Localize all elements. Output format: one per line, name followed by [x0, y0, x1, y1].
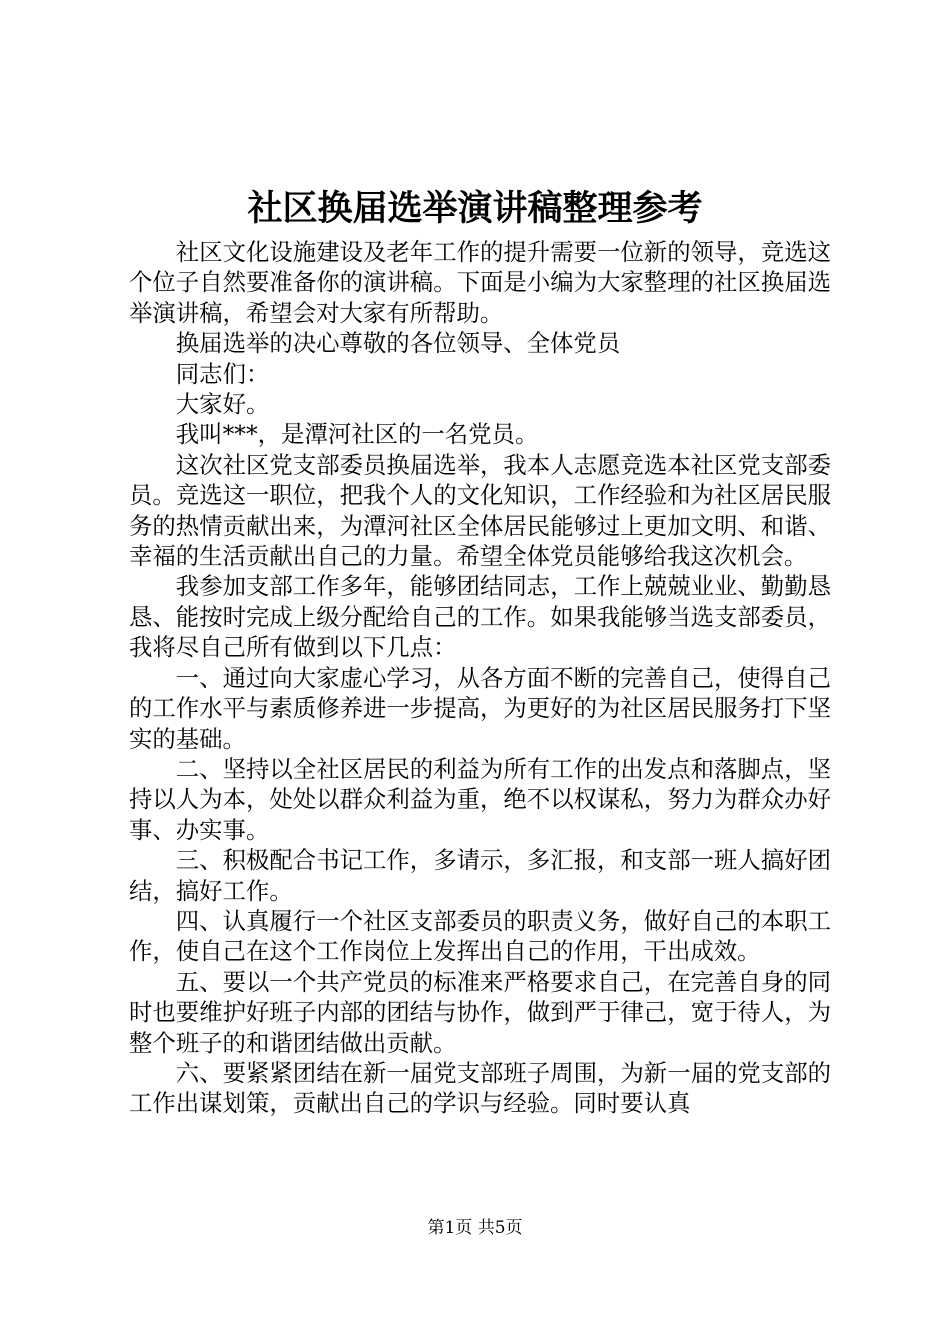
paragraph: 三、积极配合书记工作，多请示，多汇报，和支部一班人搞好团结，搞好工作。	[129, 846, 831, 905]
paragraph: 四、认真履行一个社区支部委员的职责义务，做好自己的本职工作，使自己在这个工作岗位上发挥出自己的作用，干出成效。	[129, 906, 831, 966]
paragraph: 我叫***，是潭河社区的一名党员。	[175, 420, 539, 449]
document-body	[129, 237, 831, 1119]
paragraph: 我参加支部工作多年，能够团结同志，工作上兢兢业业、勤勤恳恳、能按时完成上级分配给自己的工作。如果我能够当选支部委员，我将尽自己所有做到以下几点：	[129, 572, 831, 662]
paragraph: 二、坚持以全社区居民的利益为所有工作的出发点和落脚点，坚持以人为本，处处以群众利益为重，绝不以权谋私，努力为群众办好事、办实事。	[129, 754, 831, 844]
paragraph: 换届选举的决心尊敬的各位领导、全体党员	[175, 329, 621, 358]
paragraph: 五、要以一个共产党员的标准来严格要求自己，在完善自身的同时也要维护好班子内部的团结与协作，做到严于律己，宽于待人，为整个班子的和谐团结做出贡献。	[129, 967, 831, 1057]
paragraph: 六、要紧紧团结在新一届党支部班子周围，为新一届的党支部的工作出谋划策，贡献出自己的学识与经验。同时要认真	[129, 1058, 831, 1118]
paragraph: 社区文化设施建设及老年工作的提升需要一位新的领导，竞选这个位子自然要准备你的演讲稿。下面是小编为大家整理的社区换届选举演讲稿，希望会对大家有所帮助。	[129, 238, 831, 327]
document-title: 社区换届选举演讲稿整理参考	[247, 188, 703, 229]
paragraph: 一、通过向大家虚心学习，从各方面不断的完善自己，使得自己的工作水平与素质修养进一步提高，为更好的为社区居民服务打下坚实的基础。	[129, 663, 831, 753]
paragraph: 这次社区党支部委员换届选举，我本人志愿竞选本社区党支部委员。竞选这一职位，把我个人的文化知识，工作经验和为社区居民服务的热情贡献出来，为潭河社区全体居民能够过上更加文明、和谐、幸福的生活贡献出自己的力量。希望全体党员能够给我这次机会。	[129, 450, 831, 571]
paragraph: 大家好。	[175, 390, 270, 419]
paragraph: 同志们：	[175, 359, 270, 388]
page-number-footer: 第1页 共5页	[427, 1218, 523, 1238]
